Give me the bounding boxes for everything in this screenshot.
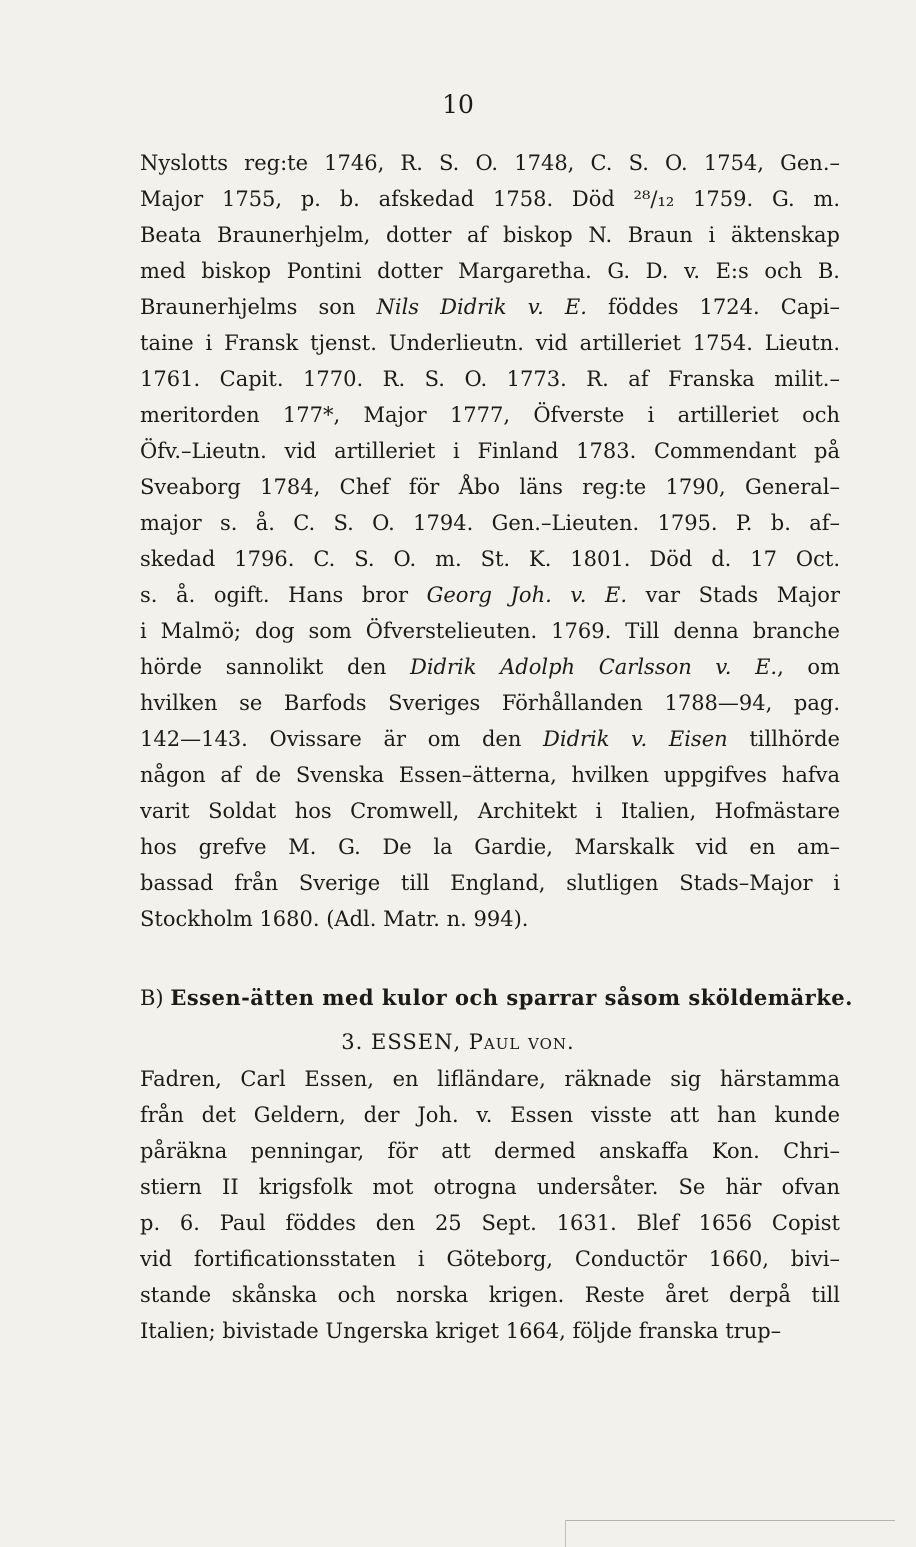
italic-name: Georg Joh. v. E. [426, 583, 628, 607]
text-line: hvilken se Barfods Sveriges Förhållanden 1788—94, pag. [140, 691, 840, 715]
text-run: 142—143. Ovissare är om den [140, 727, 544, 751]
text-line: varit Soldat hos Cromwell, Architekt i Italien, Hofmästare [140, 799, 840, 823]
text-line: 1761. Capit. 1770. R. S. O. 1773. R. af Franska milit.– [140, 367, 840, 391]
text-line [140, 289, 840, 325]
text-line: någon af de Svenska Essen–ätterna, hvilken uppgifves hafva [140, 763, 840, 787]
text-line: stande skånska och norska krigen. Reste året derpå till [140, 1283, 840, 1307]
person-surname: ESSEN [371, 1030, 454, 1054]
text-line: bassad från Sverige till England, slutligen Stads–Major i [140, 871, 840, 895]
paragraph-two [140, 1061, 840, 1349]
text-line: hos grefve M. G. De la Gardie, Marskalk vid en am– [140, 835, 840, 859]
section-heading [140, 980, 853, 1016]
text-run: hörde sannolikt den [140, 655, 410, 679]
text-line: Italien; bivistade Ungerska kriget 1664, följde franska trup– [140, 1319, 782, 1343]
text-line: Nyslotts reg:te 1746, R. S. O. 1748, C. S. O. 1754, Gen.– [140, 151, 840, 175]
italic-name: Nils Didrik v. E. [376, 295, 587, 319]
text-line [140, 721, 840, 757]
paragraph-one [140, 145, 840, 937]
section-heading-text: Essen-ätten med kulor och sparrar såsom sköldemärke. [170, 985, 853, 1010]
text-run: , om [777, 655, 840, 679]
page-edge-mark [565, 1520, 895, 1521]
text-line [140, 649, 840, 685]
text-run: föddes 1724. Capi– [586, 295, 840, 319]
person-given-name: , Paul von. [453, 1030, 575, 1054]
text-line: Stockholm 1680. (Adl. Matr. n. 994). [140, 907, 529, 931]
text-line: major s. å. C. S. O. 1794. Gen.–Lieuten. 1795. P. b. af– [140, 511, 840, 535]
text-line: Sveaborg 1784, Chef för Åbo läns reg:te 1790, General– [140, 475, 840, 499]
text-line: Beata Braunerhjelm, dotter af biskop N. Braun i äktenskap [140, 223, 840, 247]
page-edge-mark-vertical [565, 1520, 566, 1547]
text-run: Braunerhjelms son [140, 295, 377, 319]
italic-name: Didrik Adolph Carlsson v. E. [410, 655, 778, 679]
text-line: Major 1755, p. b. afskedad 1758. Död ²⁸/₁₂ 1759. G. m. [140, 187, 840, 211]
text-run: tillhörde [727, 727, 840, 751]
person-heading [0, 1024, 916, 1060]
text-line: meritorden 177*, Major 1777, Öfverste i artilleriet och [140, 403, 840, 427]
text-line: p. 6. Paul föddes den 25 Sept. 1631. Blef 1656 Copist [140, 1211, 840, 1235]
text-line: vid fortificationsstaten i Göteborg, Conductör 1660, bivi– [140, 1247, 840, 1271]
text-run: s. å. ogift. Hans bror [140, 583, 427, 607]
text-line: stiern II krigsfolk mot otrogna undersåter. Se här ofvan [140, 1175, 840, 1199]
text-run: var Stads Major [627, 583, 840, 607]
text-line: med biskop Pontini dotter Margaretha. G. D. v. E:s och B. [140, 259, 840, 283]
text-line: taine i Fransk tjenst. Underlieutn. vid artilleriet 1754. Lieutn. [140, 331, 840, 355]
italic-name: Didrik v. Eisen [543, 727, 728, 751]
page-number: 10 [442, 90, 474, 119]
text-line: Fadren, Carl Essen, en lifländare, räknade sig härstamma [140, 1067, 840, 1091]
person-number: 3. [341, 1030, 371, 1054]
text-line: påräkna penningar, för att dermed anskaffa Kon. Chri– [140, 1139, 840, 1163]
text-line: i Malmö; dog som Öfverstelieuten. 1769. Till denna branche [140, 619, 840, 643]
section-prefix: B) [140, 986, 171, 1010]
text-line: från det Geldern, der Joh. v. Essen visste att han kunde [140, 1103, 840, 1127]
text-line: skedad 1796. C. S. O. m. St. K. 1801. Död d. 17 Oct. [140, 547, 840, 571]
text-line [140, 577, 840, 613]
text-line: Öfv.–Lieutn. vid artilleriet i Finland 1783. Commendant på [140, 439, 840, 463]
